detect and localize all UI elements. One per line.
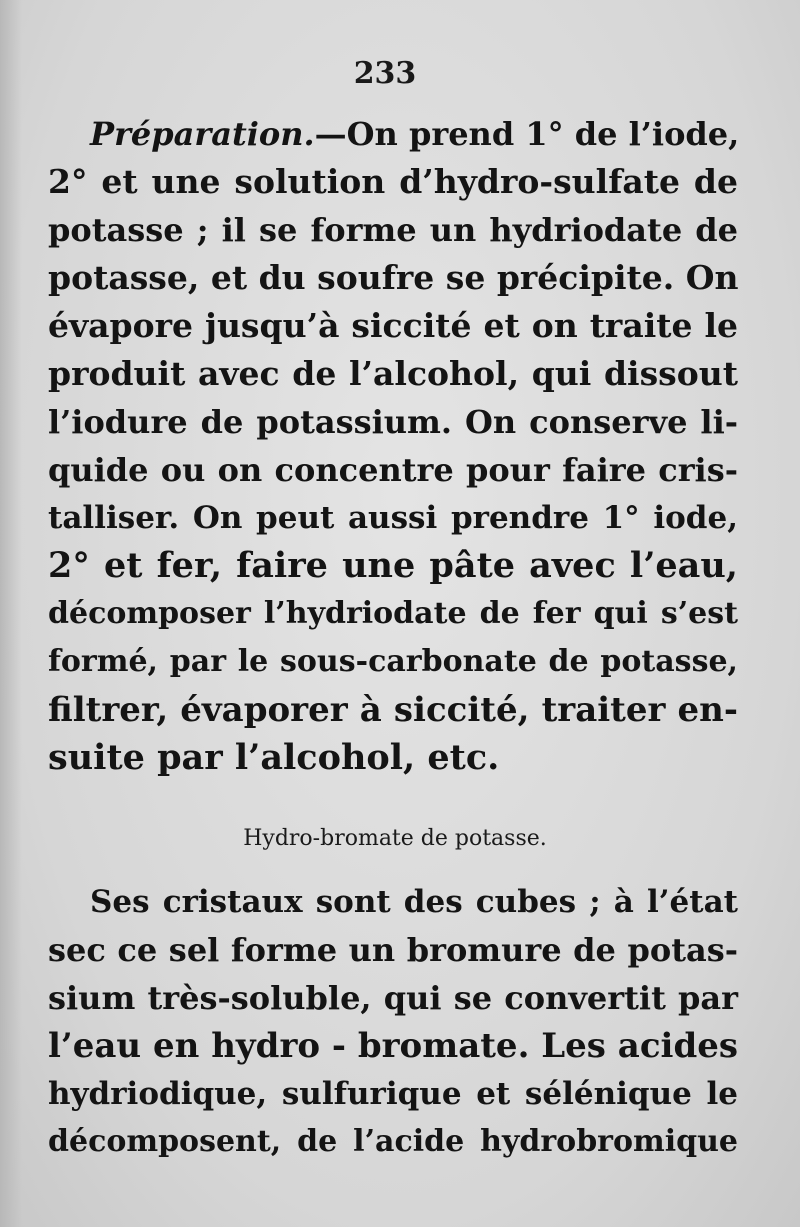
paragraph-lead-italic: Préparation. — [90, 115, 315, 153]
paragraph-line: potasse ; il se forme un hydriodate de — [48, 211, 738, 249]
paragraph-line: Ses cristaux sont des cubes ; à l’état — [90, 884, 738, 920]
paragraph-line: produit avec de l’alcohol, qui dissout — [48, 354, 738, 393]
paragraph-line: sium très-soluble, qui se convertit par — [48, 979, 738, 1017]
paragraph-line: potasse, et du soufre se précipite. On — [48, 258, 739, 297]
paragraph-line-text: —On prend 1° de l’iode, — [314, 115, 740, 153]
paragraph-line: 2° et une solution d’hydro-sulfate de — [48, 162, 738, 201]
page-number: 233 — [353, 56, 417, 91]
paragraph-line: filtrer, évaporer à siccité, traiter en- — [48, 690, 738, 730]
paragraph-line: quide ou on concentre pour faire cris- — [48, 451, 738, 489]
paragraph-line: 2° et fer, faire une pâte avec l’eau, — [48, 545, 738, 586]
paragraph-line: suite par l’alcohol, etc. — [48, 737, 500, 778]
paragraph-line: sec ce sel forme un bromure de potas- — [48, 931, 738, 969]
paragraph-hydro-bromate — [48, 878, 738, 1166]
paragraph-line: hydriodique, sulfurique et sélénique le — [48, 1076, 738, 1112]
paragraph-preparation — [48, 110, 738, 782]
paragraph-line: formé, par le sous-carbonate de potasse, — [48, 644, 738, 679]
paragraph-line: l’iodure de potassium. On conserve li- — [48, 403, 738, 441]
paragraph-line — [48, 110, 738, 158]
spine-shadow — [0, 0, 22, 1227]
paragraph-line: talliser. On peut aussi prendre 1° iode, — [48, 500, 738, 536]
paragraph-line: évapore jusqu’à siccité et on traite le — [48, 306, 738, 345]
paragraph-line: l’eau en hydro - bromate. Les acides — [48, 1026, 738, 1066]
paragraph-line: décomposent, de l’acide hydrobromique — [48, 1124, 738, 1159]
paragraph-line: décomposer l’hydriodate de fer qui s’est — [48, 596, 738, 631]
section-heading: Hydro-bromate de potasse. — [243, 826, 547, 851]
